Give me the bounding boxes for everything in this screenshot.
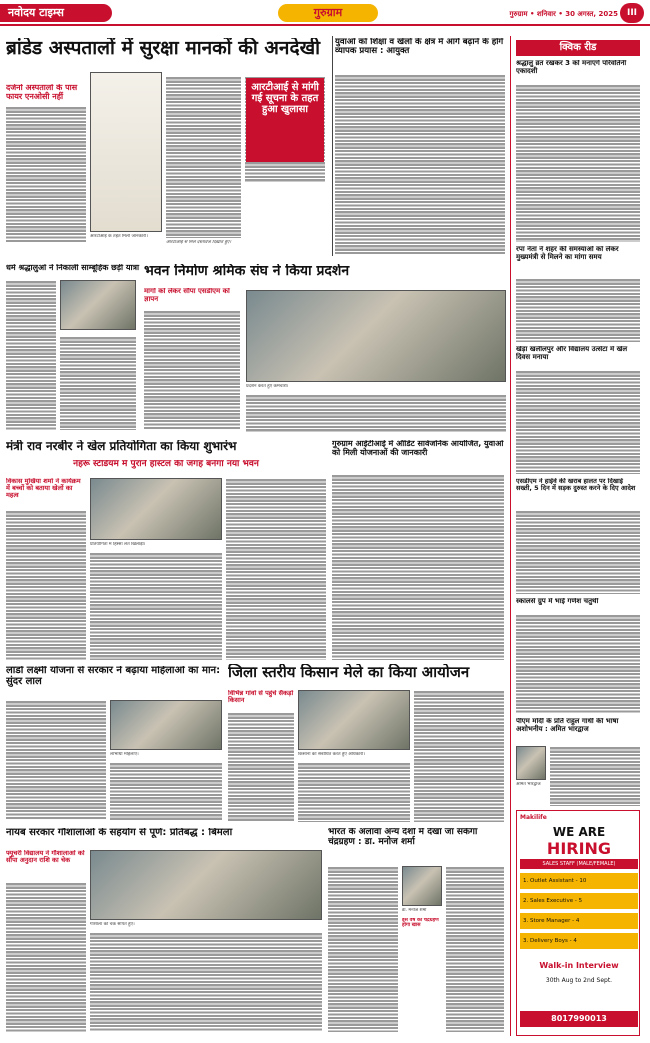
lead-subhead: दर्जनों अस्पतालों के पास फायर एनओसी नहीं: [6, 84, 78, 101]
bimla-caption: गौशाला को चेक सौंपते हुए।: [90, 922, 135, 927]
ad-positions: [520, 873, 638, 953]
sidebar-story3-text: [516, 370, 640, 474]
sidebar-story3-headline: खेड़ा खलीलपुर और विद्यालय उत्सेटा में खेल दिवस मनाया: [516, 346, 628, 361]
dateline-text: गुरुग्राम • शनिवार • 30 अगस्त, 2025: [509, 10, 618, 18]
sports-text-col3: [226, 478, 326, 660]
sidebar-story2-headline: रपा नेता ने शहर की समस्याओं को लेकर मुख्यमंत्री से मिलने का मांगा समय: [516, 246, 619, 261]
sports-text-col2: [90, 552, 222, 660]
ladli-caption: लाभार्थी महिलाएं।: [110, 752, 139, 757]
union-text-col2: [246, 394, 506, 432]
ad-walkin: Walk-in Interview: [539, 961, 619, 970]
sidebar-story2-text: [516, 278, 640, 342]
sidebar-story1-text: [516, 84, 640, 242]
sports-text-col1: [6, 510, 86, 660]
bimla-headline: नायब सरकार गौशालाओं के सहयोग से पूर्ण: प्रतिबद्ध : बिमला: [6, 828, 233, 838]
sports-caption: प्रतियोगिता में हिस्सा लेते खिलाड़ी।: [90, 542, 146, 547]
eclipse-text-col1: [328, 866, 398, 1032]
bimla-text-col2: [90, 932, 322, 1032]
ad-position-2: 2. Sales Executive - 5: [520, 893, 638, 909]
youth-headline: युवाओं को शिक्षा व खेलों के क्षेत्र में आगे बढ़ाने के होंगे व्यापक प्रयास : आयुक्त: [335, 38, 504, 57]
lead-text-col1: [6, 106, 86, 242]
page-number: [620, 3, 644, 23]
youth-text: [335, 74, 505, 254]
sidebar-story5-text: [516, 614, 640, 714]
kisan-caption: किसानों को संबोधित करते हुए अधिकारी।: [298, 752, 365, 757]
kisan-headline: जिला स्तरीय किसान मेले का किया आयोजन: [228, 664, 470, 681]
eclipse-photo-label: डा. मनोज शर्मा: [402, 908, 427, 913]
bimla-text-col1: [6, 882, 86, 1032]
dateline: [500, 8, 618, 20]
sidebar-story6-text: [550, 746, 640, 806]
ladli-text-col1: [6, 700, 106, 820]
lead-note: आरटीआई से मिले दस्तावेज दिखाते हुए।: [166, 240, 232, 245]
religion-text-col2: [60, 336, 136, 430]
bimla-subhead: फ्यूचरी विद्यालय ने गौशालाओं को सौंपा अनुदान राशि का चेक: [6, 850, 85, 865]
section-tab: [278, 4, 378, 22]
paper-name-text: नवोदय टाइम्स: [8, 6, 64, 19]
paper-name: [0, 4, 112, 22]
sidebar-tag: क्विक रीड: [516, 40, 640, 56]
union-text-col1: [144, 310, 240, 430]
lead-callout: आरटीआई से मांगी गई सूचना के तहत हुआ खुलासा: [246, 78, 324, 162]
sidebar-story5-headline: स्कालर्स ग्रुप में भाई गणेश चतुर्थी: [516, 598, 599, 605]
union-caption1: प्रदर्शन करते हुए कर्मचारी।: [246, 384, 289, 389]
sidebar-story4-headline: एसडीएम ने हाईवे की खराब हालत पर दिखाई सख्ती, 5 दिन में सड़क दुरुस्त करने के दिए आदेश: [516, 478, 636, 493]
lead-text-col2: [166, 76, 241, 238]
sidebar-story1-headline: श्रद्धालु व्रत रखकर 3 को मनाएंगे परिवर्तिनी एकादशी: [516, 60, 627, 75]
section-name: गुरुग्राम: [313, 6, 343, 19]
union-headline: भवन निर्माण श्रमिक संघ ने किया प्रदर्शन: [144, 264, 350, 279]
kisan-text-col2: [298, 762, 410, 822]
religion-text-col1: [6, 280, 56, 430]
masthead-bar: [0, 0, 650, 26]
ad-phone[interactable]: 8017990013: [520, 1011, 638, 1027]
lead-document-photo: [90, 72, 162, 232]
sidebar-story6-caption: अमित भारद्वाज: [516, 782, 541, 787]
sidebar-story4-text: [516, 510, 640, 594]
union-subhead: मांगों को लेकर सौंपा एसडीएम को ज्ञापन: [144, 288, 230, 303]
ad-brand: Makilife: [520, 814, 547, 821]
religion-photo: [60, 280, 136, 330]
page-number-text: III: [626, 8, 638, 18]
eclipse-photo: [402, 866, 442, 906]
ad-role: SALES STAFF (MALE/FEMALE): [520, 859, 638, 869]
sports-headline: मंत्री राव नरबीर ने खेल प्रतियोगिता का किया शुभारंभ: [6, 440, 237, 453]
sidebar-story6-headline: पीएम मोदी के प्रति राहुल गांधी की भाषा अशोभनीय : अमित भारद्वाज: [516, 718, 619, 733]
ad-position-4: 3. Delivery Boys - 4: [520, 933, 638, 949]
sports-photo: [90, 478, 222, 540]
eclipse-headline: भारत के अलावा अन्य देशों में देखा जा सकेगा चंद्रग्रहण : डा. मनोज शर्मा: [328, 828, 478, 847]
religion-headline: धर्म श्रद्धालुओं ने निकाली साम्बूहिक छड़ी यात्रा: [6, 264, 140, 272]
eclipse-subhead: इस वर्ष का चंद्रग्रहण होगा खास: [402, 918, 439, 929]
ladli-photo: [110, 700, 222, 750]
sports-side-headline: विकास मुखिया शर्मा ने कार्यक्रम में बच्चों को बताया खेलों का महत्व: [6, 478, 81, 500]
ad-position-3: 3. Store Manager - 4: [520, 913, 638, 929]
ad-walkin-date: 30th Aug to 2nd Sept.: [545, 977, 613, 984]
ad-headline1: WE ARE: [552, 825, 606, 839]
union-photo: [246, 290, 506, 382]
hiring-ad[interactable]: [516, 810, 640, 1036]
ladli-headline: लाडो लक्ष्मी योजना से सरकार ने बढ़ाया महिलाओं का मान: सुंदर लाल: [6, 666, 221, 687]
lead-headline: ब्रांडेड अस्पतालों में सुरक्षा मानकों की अनदेखी: [6, 38, 321, 59]
kisan-subhead: विभिन्न गांवों से पहुंचे सैकड़ों किसान: [228, 690, 294, 705]
kisan-photo: [298, 690, 410, 750]
kisan-text-col3: [414, 690, 504, 822]
bimla-photo: [90, 850, 322, 920]
column-divider: [332, 36, 333, 256]
kisan-text-col1: [228, 712, 294, 822]
ladli-text-col2: [110, 762, 222, 820]
sidebar-story6-photo: [516, 746, 546, 780]
iti-text: [332, 474, 504, 660]
lead-document-caption: आरटीआई के तहत मिली जानकारी।: [90, 234, 148, 239]
ad-headline2: HIRING: [546, 839, 612, 858]
sports-subhead: नेहरू स्टेडियम में पुराने हॉस्टल की जगह बनेगा नया भवन: [73, 460, 259, 469]
ad-position-1: 1. Outlet Assistant - 10: [520, 873, 638, 889]
eclipse-text-col2: [446, 866, 504, 1032]
iti-headline: गुरुग्राम आईटीआई में ऑडिट सार्वजनिक आयोजित, युवाओं को मिली योजनाओं की जानकारी: [332, 440, 504, 457]
